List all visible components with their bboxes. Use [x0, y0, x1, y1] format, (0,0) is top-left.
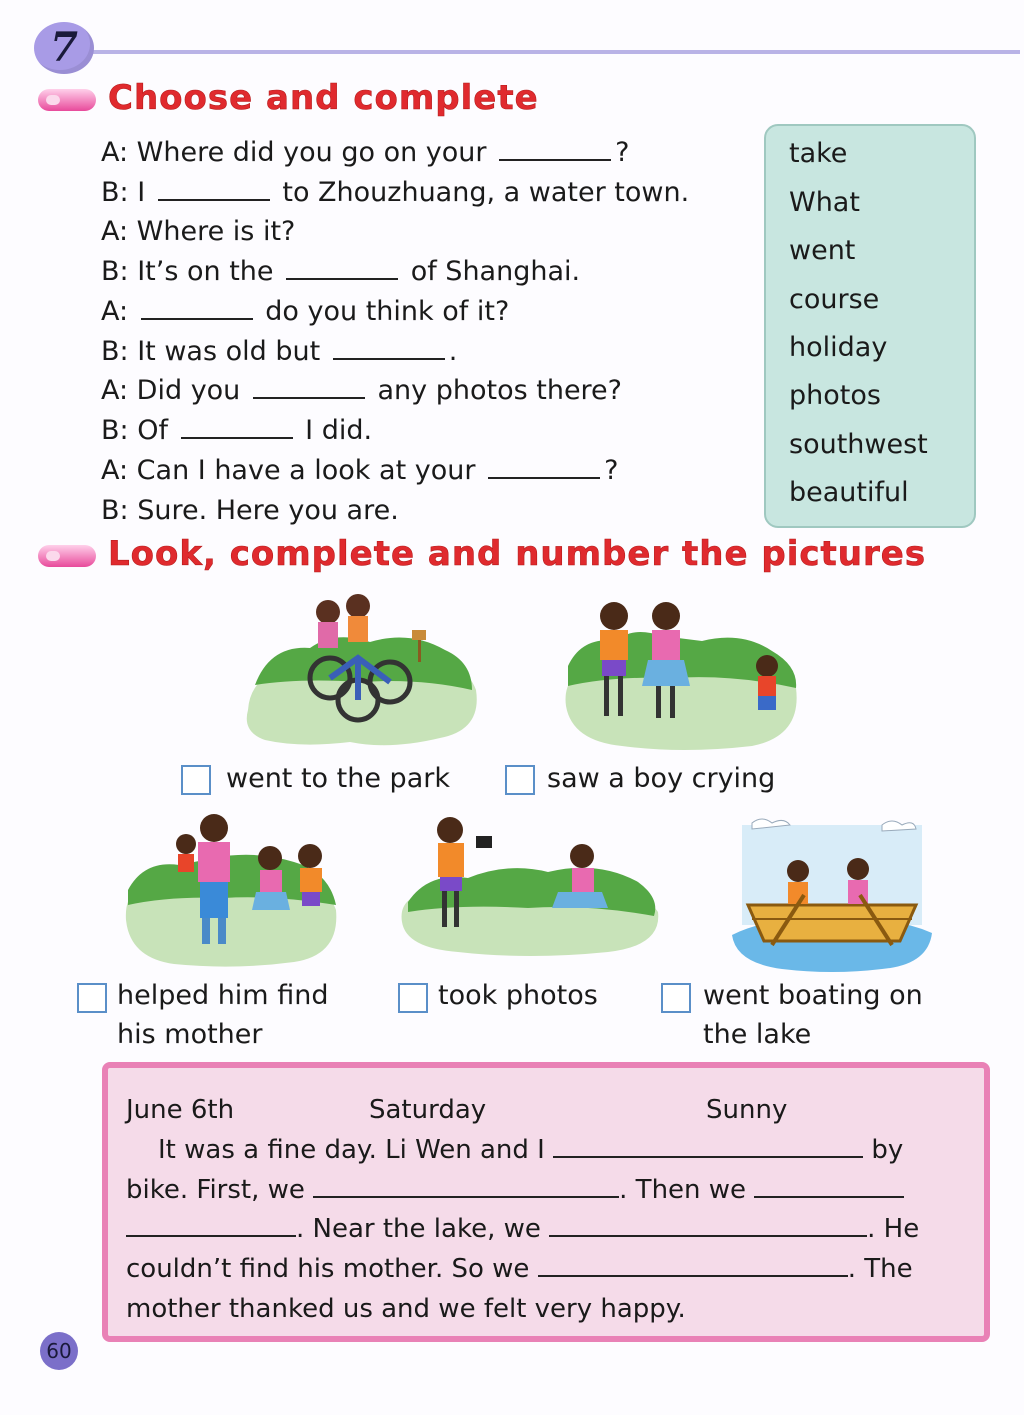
diary-day: Saturday	[369, 1095, 487, 1125]
answer-blank[interactable]	[488, 457, 600, 479]
word-option: went	[789, 235, 856, 266]
boating-picture	[732, 815, 932, 975]
section-bullet-icon	[38, 545, 96, 567]
caption-the-lake: the lake	[703, 1019, 812, 1050]
number-checkbox[interactable]	[398, 983, 428, 1013]
word-box	[764, 124, 976, 528]
caption-took-photos: took photos	[438, 980, 598, 1011]
diary-line-1: It was a fine day. Li Wen and I by	[158, 1135, 904, 1165]
top-rule	[90, 50, 1020, 54]
diary-line-2: bike. First, we . Then we	[126, 1171, 904, 1209]
answer-blank[interactable]	[158, 179, 270, 201]
diary-date: June 6th	[126, 1095, 235, 1125]
helped-find-mother-picture	[124, 810, 340, 970]
answer-blank[interactable]	[286, 258, 398, 280]
word-option: photos	[789, 380, 881, 411]
dialogue-line: B: It was old but .	[101, 336, 458, 367]
word-option: What	[789, 187, 860, 218]
answer-blank[interactable]	[499, 139, 611, 161]
caption-saw-boy-crying: saw a boy crying	[547, 763, 776, 794]
word-option: southwest	[789, 429, 928, 460]
word-option: beautiful	[789, 477, 909, 508]
number-checkbox[interactable]	[77, 983, 107, 1013]
answer-blank[interactable]	[181, 417, 293, 439]
word-option: holiday	[789, 332, 888, 363]
answer-blank[interactable]	[253, 377, 365, 399]
word-option: course	[789, 284, 880, 315]
dialogue-line: B: Of I did.	[101, 415, 373, 446]
diary-blank[interactable]	[754, 1176, 904, 1198]
diary-line-4: couldn’t find his mother. So we . The	[126, 1254, 913, 1284]
diary-blank[interactable]	[538, 1255, 848, 1277]
bike-ride-picture	[240, 590, 482, 750]
section1-title: Choose and complete	[108, 78, 539, 118]
diary-blank[interactable]	[553, 1136, 863, 1158]
dialogue-line: B: It’s on the of Shanghai.	[101, 256, 581, 287]
dialogue-line: A: do you think of it?	[101, 296, 510, 327]
dialogue-line: B: I to Zhouzhuang, a water town.	[101, 177, 690, 208]
page-number: 60	[40, 1332, 78, 1370]
dialogue-line: A: Did you any photos there?	[101, 375, 623, 406]
section-bullet-icon	[38, 89, 96, 111]
diary-weather: Sunny	[706, 1095, 788, 1125]
caption-went-boating: went boating on	[703, 980, 923, 1011]
unit-badge: 7	[34, 22, 94, 74]
caption-went-to-park: went to the park	[226, 763, 450, 794]
number-checkbox[interactable]	[505, 765, 535, 795]
diary-blank[interactable]	[549, 1215, 867, 1237]
dialogue-line: A: Where is it?	[101, 216, 296, 247]
answer-blank[interactable]	[333, 338, 445, 360]
diary-line-5: mother thanked us and we felt very happy.	[126, 1294, 686, 1324]
caption-his-mother: his mother	[117, 1019, 263, 1050]
boy-crying-picture	[562, 596, 802, 752]
diary-line-3: . Near the lake, we . He	[126, 1210, 919, 1248]
dialogue-line: A: Where did you go on your ?	[101, 137, 630, 168]
word-option: take	[789, 138, 848, 169]
caption-helped-find: helped him find	[117, 980, 329, 1011]
took-photos-picture	[398, 812, 662, 958]
number-checkbox[interactable]	[181, 765, 211, 795]
diary-blank[interactable]	[313, 1176, 619, 1198]
dialogue-line: B: Sure. Here you are.	[101, 495, 399, 526]
dialogue-line: A: Can I have a look at your ?	[101, 455, 619, 486]
answer-blank[interactable]	[141, 298, 253, 320]
section2-title: Look, complete and number the pictures	[108, 534, 927, 574]
diary-blank[interactable]	[126, 1215, 296, 1237]
number-checkbox[interactable]	[661, 983, 691, 1013]
